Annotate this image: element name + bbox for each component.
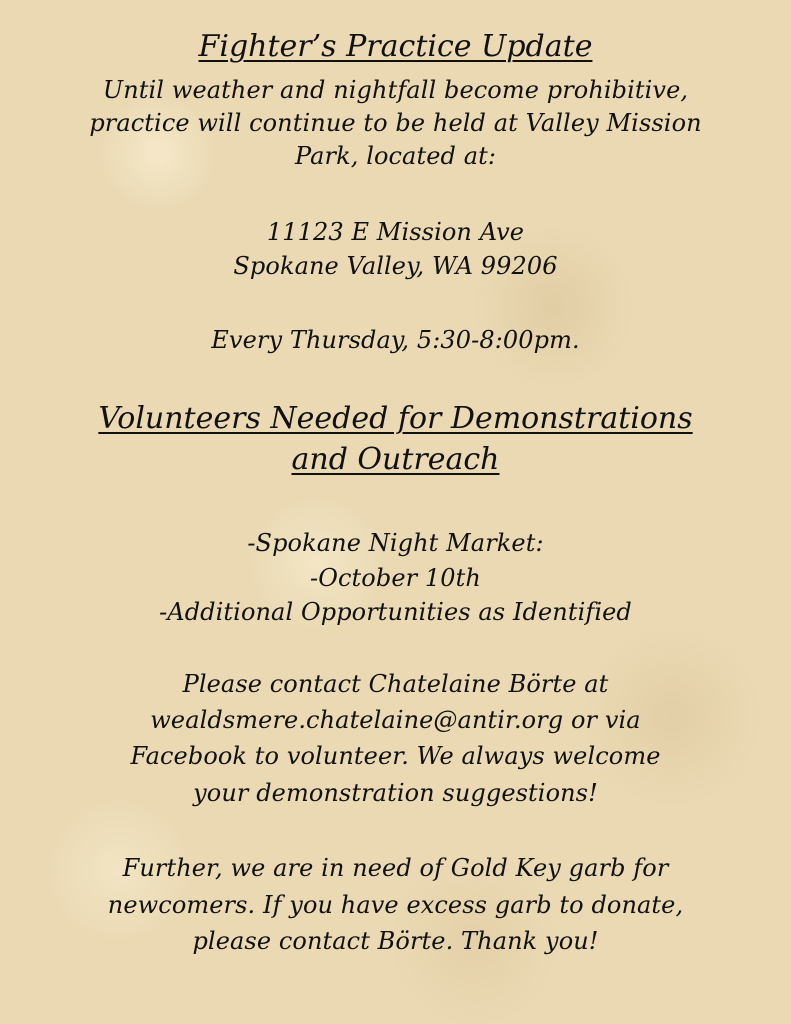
address-street: 11123 E Mission Ave (266, 218, 525, 246)
volunteers-heading-line-2: and Outreach (291, 442, 500, 477)
practice-schedule: Every Thursday, 5:30-8:00pm. (211, 326, 580, 354)
address-city: Spokane Valley, WA 99206 (233, 252, 558, 280)
garb-line-3: please contact Börte. Thank you! (192, 927, 599, 955)
intro-line-3: Park, located at: (294, 142, 497, 170)
event-item-additional: -Additional Opportunities as Identified (159, 598, 632, 626)
intro-line-2: practice will continue to be held at Valley Mission (89, 109, 702, 137)
contact-line-4: your demonstration suggestions! (193, 779, 598, 807)
volunteers-heading-line-1: Volunteers Needed for Demonstrations (98, 401, 693, 436)
intro-line-1: Until weather and nightfall become prohibitive, (102, 76, 689, 104)
practice-update-heading: Fighter’s Practice Update (198, 29, 593, 64)
contact-line-1: Please contact Chatelaine Börte at (182, 670, 609, 698)
garb-line-1: Further, we are in need of Gold Key garb for (122, 854, 669, 882)
event-item-night-market: -Spokane Night Market: (247, 529, 544, 557)
contact-line-3: Facebook to volunteer. We always welcome (130, 742, 661, 770)
event-item-date: -October 10th (310, 564, 481, 592)
contact-line-2: wealdsmere.chatelaine@antir.org or via (150, 706, 641, 734)
garb-line-2: newcomers. If you have excess garb to donate, (107, 891, 684, 919)
